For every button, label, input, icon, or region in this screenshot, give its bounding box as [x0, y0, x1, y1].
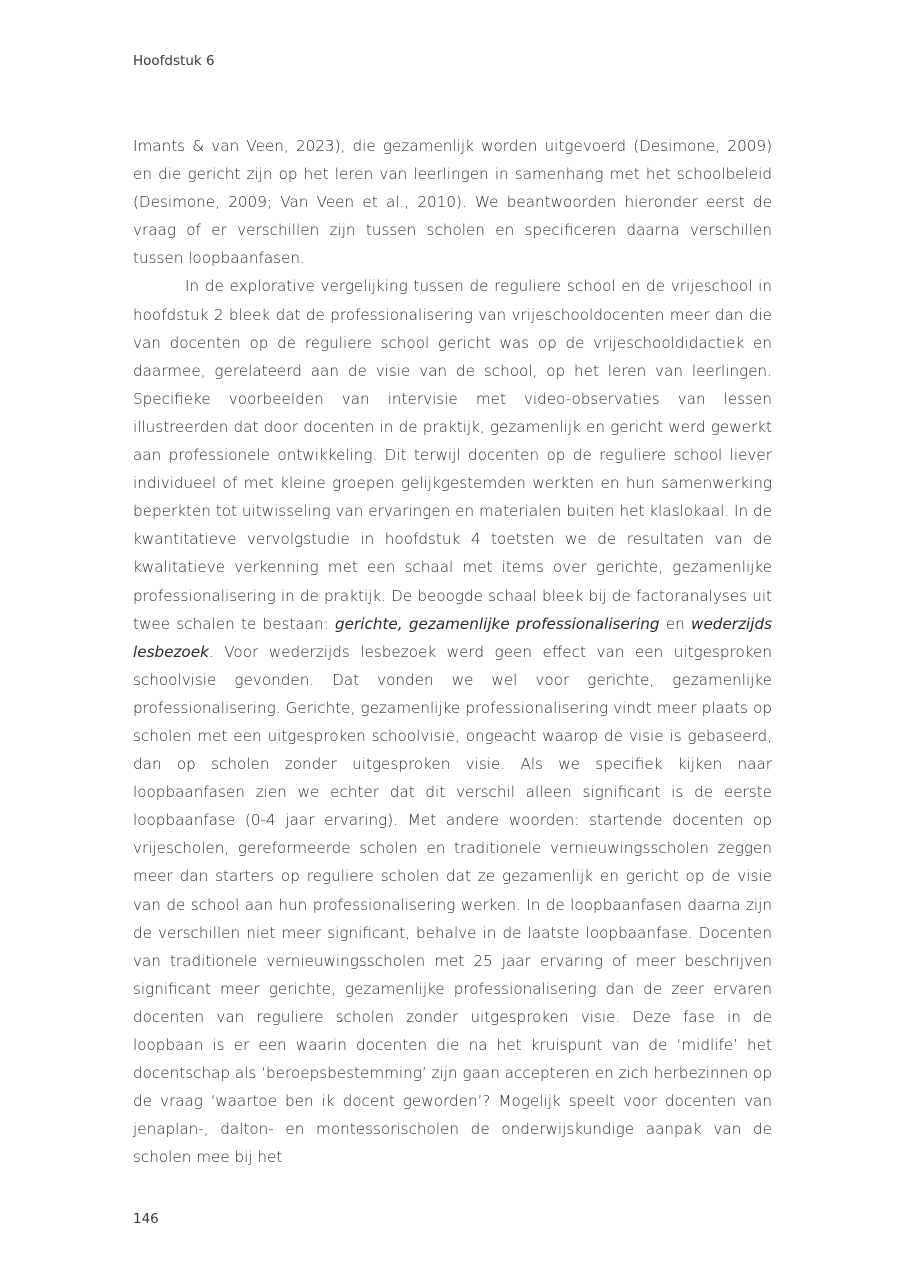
italic-term-gerichte-professionalisering: gerichte, gezamenlijke professionalisering — [335, 614, 660, 633]
paragraph-2-part-3: . Voor wederzijds lesbezoek werd geen effect van een uitgesproken schoolvisie gevonden. Dat vonden we wel voor gerichte, gezamenlijke professionalisering. Gerichte, gezamenlijke professionalisering vindt meer plaats op scholen met een uitgesproken schoolvisie, ongeacht waarop de visie is gebaseerd, dan op scholen zonder uitgesproken visie. Als we specifiek kijken naar loopbaanfasen zien we echter dat dit verschil alleen significant is de eerste loopbaanfase (0-4 jaar ervaring). Met andere woorden: startende docenten op vrijescholen, gereformeerde scholen en traditionele vernieuwingsscholen zeggen meer dan starters op reguliere scholen dat ze gezamenlijk en gericht op de visie van de school aan hun professionalisering werken. In de loopbaanfasen daarna zijn de verschillen niet meer significant, behalve in de laatste loopbaanfase. Docenten van traditionele vernieuwingsscholen met 25 jaar ervaring of meer beschrijven significant meer gerichte, gezamenlijke professionalisering dan de zeer ervaren docenten van reguliere scholen zonder uitgesproken visie. Deze fase in de loopbaan is er een waarin docenten die na het kruispunt van de ‘midlife’ het docentschap als ‘beroepsbestemming’ zijn gaan accepteren en zich herbezinnen op de vraag ‘waartoe ben ik docent geworden’? Mogelijk speelt voor docenten van jenaplan-, dalton- en montessorischolen de onderwijskundige aanpak van de scholen mee bij het — [133, 642, 772, 1167]
body-text — [133, 132, 772, 1171]
italic-term-wederzijds-lesbezoek: wederzijds lesbezoek — [133, 614, 773, 661]
paragraph-2-part-2: en — [659, 614, 692, 633]
paragraph-2-part-1: In de explorative vergelijking tussen de reguliere school en de vrijeschool in hoofdstuk 2 bleek dat de professionalisering van vrijeschooldocenten meer dan die van docenten op de reguliere school gericht was op de vrijeschooldidactiek en daarmee, gerelateerd aan de visie van de school, op het leren van leerlingen. Specifieke voorbeelden van intervisie met video-observaties van lessen illustreerden dat door docenten in de praktijk, gezamenlijk en gericht werd gewerkt aan professionele ontwikkeling. Dit terwijl docenten op de reguliere school liever individueel of met kleine groepen gelijkgestemden werkten en hun samenwerking beperkten tot uitwisseling van ervaringen en materialen buiten het klaslokaal. In de kwantitatieve vervolgstudie in hoofdstuk 4 toetsten we de resultaten van de kwalitatieve verkenning met een schaal met items over gerichte, gezamenlijke professionalisering in de praktijk. De beoogde schaal bleek bij de factoranalyses uit twee schalen te bestaan: — [133, 277, 772, 633]
page-number: 146 — [133, 1211, 159, 1227]
running-header: Hoofdstuk 6 — [133, 53, 215, 69]
paragraph-1: Imants & van Veen, 2023), die gezamenlijk worden uitgevoerd (Desimone, 2009) en die gericht zijn op het leren van leerlingen in samenhang met het schoolbeleid (Desimone, 2009; Van Veen et al., 2010). We beantwoorden hieronder eerst de vraag of er verschillen zijn tussen scholen en specificeren daarna verschillen tussen loopbaanfasen. — [133, 137, 772, 268]
paragraph-2 — [133, 272, 772, 1171]
